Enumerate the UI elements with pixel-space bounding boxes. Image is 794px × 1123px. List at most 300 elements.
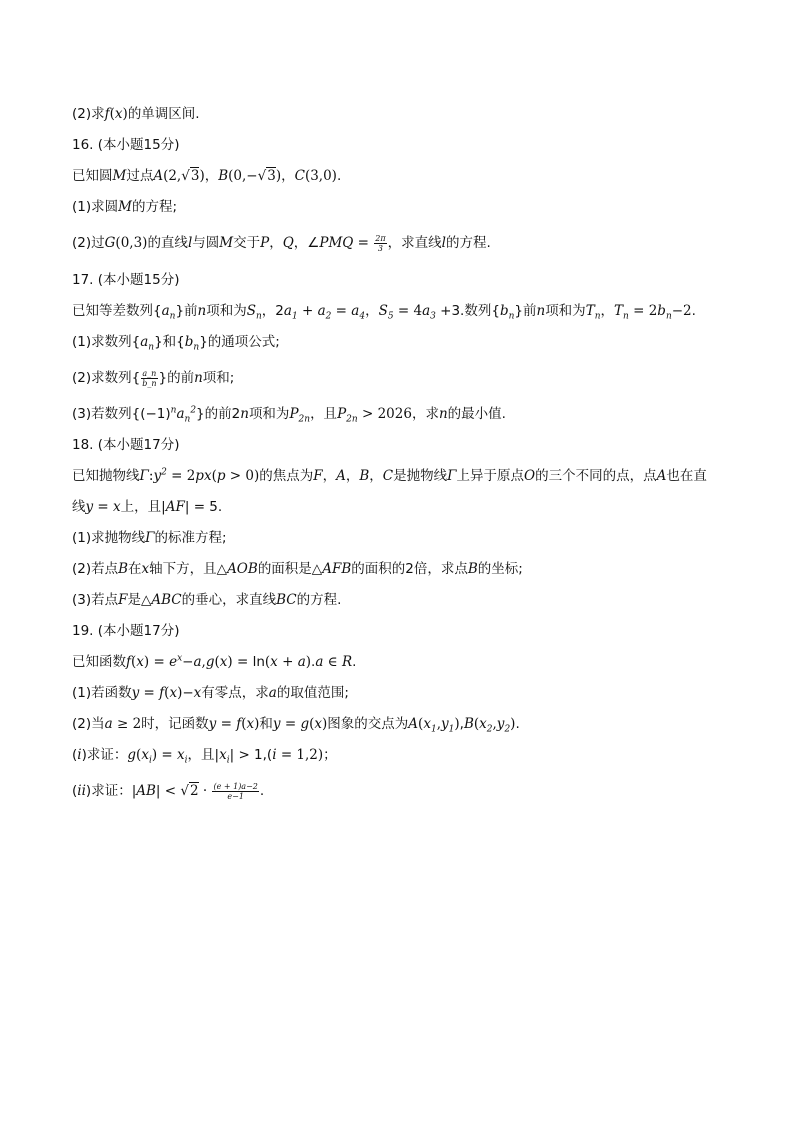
text-run: ，	[322, 468, 337, 484]
math-run: a	[268, 685, 277, 701]
math-run: )	[510, 716, 516, 732]
math-run: T	[614, 303, 624, 319]
math-run: AFB	[322, 561, 352, 577]
subscript: n	[508, 311, 515, 322]
math-run: C	[294, 168, 305, 184]
math-run: x	[177, 747, 185, 763]
square-root	[258, 167, 276, 184]
text-run: 也在直	[666, 468, 707, 484]
math-run: x	[423, 716, 431, 732]
text-run: 17. (本小题15分)	[72, 272, 180, 288]
text-line	[72, 270, 179, 290]
math-run: G	[104, 235, 116, 251]
text-run: 是△	[127, 592, 152, 608]
math-run: ,	[436, 716, 441, 732]
subscript: n	[184, 414, 191, 425]
math-run: l	[187, 235, 193, 251]
text-run: 16. (本小题15分)	[72, 137, 180, 153]
math-run: AOB	[227, 561, 258, 577]
math-run: ) =	[143, 654, 170, 670]
text-run: ，∠	[293, 235, 320, 251]
math-run: x	[141, 747, 149, 763]
text-run: ，且|	[187, 747, 220, 763]
math-run: M	[112, 168, 127, 184]
subscript: 1	[430, 724, 437, 735]
subscript: i	[184, 755, 188, 766]
math-run: px	[195, 468, 212, 484]
math-run: B	[359, 468, 370, 484]
text-line	[72, 781, 264, 801]
text-run: 过点	[126, 168, 154, 184]
math-run: b	[657, 303, 666, 319]
subscript: 1	[291, 311, 298, 322]
math-run: ABC	[151, 592, 182, 608]
math-run: R	[341, 654, 353, 670]
radicand: 3	[267, 168, 276, 184]
text-line	[72, 497, 222, 517]
math-run: M	[118, 199, 132, 215]
math-run: x	[136, 654, 144, 670]
math-run: (0,3)	[115, 235, 148, 251]
math-run: x	[270, 654, 278, 670]
math-run: a	[176, 406, 185, 422]
math-run: (	[136, 747, 142, 763]
text-line	[72, 466, 707, 486]
text-line	[72, 404, 506, 424]
subscript: n	[148, 342, 155, 353]
math-run: A	[408, 716, 419, 732]
math-run: n	[536, 303, 546, 319]
math-run: f	[236, 716, 242, 732]
math-run: S	[378, 303, 388, 319]
subscript: n	[169, 311, 176, 322]
text-run: (1)求圆	[72, 199, 119, 215]
text-run: 的单调区间.	[127, 106, 200, 122]
text-run: 有零点，求	[201, 685, 269, 701]
text-run: }和{	[154, 334, 185, 350]
text-line	[72, 368, 234, 388]
text-line	[72, 621, 179, 641]
text-run: ，求直线	[387, 235, 442, 251]
radicand: 3	[190, 168, 200, 184]
text-run: 18. (本小题17分)	[72, 437, 180, 453]
text-run: 的方程;	[131, 199, 178, 215]
subscript: 4	[359, 311, 366, 322]
math-run: )	[275, 168, 282, 184]
math-run: x	[219, 654, 228, 670]
text-run: 的取值范围;	[276, 685, 349, 701]
math-run: :	[148, 468, 154, 484]
fraction-denominator: e−1	[227, 791, 244, 801]
text-line	[72, 745, 337, 765]
square-root	[180, 782, 198, 799]
math-run: (	[214, 654, 220, 670]
math-run: = 1,2)	[276, 747, 324, 763]
math-run: (0,−	[228, 168, 258, 184]
math-run: a	[193, 654, 202, 670]
math-run: ii	[77, 783, 86, 799]
text-line	[72, 714, 520, 734]
subscript: 2n	[346, 414, 358, 425]
text-run: 交于	[233, 235, 261, 251]
text-run: .	[311, 654, 316, 670]
text-line	[72, 683, 349, 703]
text-run: 已知等差数列{	[72, 303, 162, 319]
math-run: (	[264, 654, 271, 670]
math-run: b	[499, 303, 509, 319]
math-run: a	[161, 303, 170, 319]
math-run: x	[314, 716, 323, 732]
text-run: 上异于原点	[456, 468, 525, 484]
text-run: 的面积是△	[257, 561, 323, 577]
math-run: ∈	[323, 654, 342, 670]
math-run: Γ	[447, 468, 457, 484]
math-run: F	[313, 468, 323, 484]
text-run: )求证：	[81, 747, 128, 763]
text-run: 是抛物线	[393, 468, 448, 484]
math-run: x	[246, 716, 255, 732]
math-run: (3,0)	[304, 168, 337, 184]
text-run: (1)若函数	[72, 685, 132, 701]
subscript: i	[148, 755, 152, 766]
text-run: 19. (本小题17分)	[72, 623, 180, 639]
fraction	[374, 234, 386, 253]
text-run: 和	[259, 716, 273, 732]
math-run: (2,	[163, 168, 182, 184]
math-run: b	[184, 334, 194, 350]
text-line	[72, 135, 179, 155]
math-run: y	[153, 468, 162, 484]
text-line	[72, 301, 696, 321]
text-line	[72, 590, 341, 610]
text-run: (1)求数列{	[72, 334, 141, 350]
math-run: B	[218, 168, 229, 184]
text-run: ，	[365, 303, 379, 319]
subscript: 2	[325, 311, 332, 322]
math-run: PMQ	[319, 235, 354, 251]
math-run: n	[240, 406, 249, 422]
text-line	[72, 197, 177, 217]
text-run: 已知函数	[72, 654, 126, 670]
math-run: Q	[282, 235, 294, 251]
radical-sign: √	[257, 168, 267, 184]
math-run: (	[211, 468, 217, 484]
subscript: n	[594, 311, 601, 322]
math-run: BC	[276, 592, 297, 608]
math-run: M	[219, 235, 234, 251]
text-run: 项和;	[202, 370, 235, 386]
math-run: F	[118, 592, 128, 608]
text-run: }的前2	[196, 406, 241, 422]
math-run: e	[169, 654, 178, 670]
math-run: )	[254, 716, 260, 732]
subscript: 2	[486, 724, 493, 735]
text-run: ；	[323, 747, 337, 763]
fraction-denominator: b_n	[142, 378, 157, 388]
math-run: B	[463, 716, 474, 732]
text-run: 已知圆	[72, 168, 113, 184]
math-run: ) =	[227, 654, 253, 670]
math-run: (	[473, 716, 480, 732]
math-run: g	[127, 747, 137, 763]
math-run: AF	[165, 499, 185, 515]
math-run: y	[496, 716, 505, 732]
radicand: 2	[189, 783, 199, 799]
math-run: a	[317, 303, 326, 319]
math-run: x	[479, 716, 487, 732]
fraction-numerator: a_n	[142, 368, 157, 378]
text-run: ，	[269, 235, 283, 251]
math-run: =	[93, 499, 114, 515]
text-run: .	[691, 303, 696, 319]
radical-sign: √	[181, 168, 190, 184]
text-line	[72, 332, 280, 352]
math-run: = 2	[628, 303, 658, 319]
math-run: a	[104, 716, 113, 732]
text-run: )求证：|	[85, 783, 137, 799]
text-run: 与圆	[192, 235, 220, 251]
text-run: (2)求数列{	[72, 370, 141, 386]
math-run: ) =	[151, 747, 178, 763]
math-run: B	[467, 561, 478, 577]
math-run: n	[194, 370, 203, 386]
math-run: )	[322, 716, 328, 732]
math-run: +	[297, 303, 318, 319]
text-run: ，2	[261, 303, 284, 319]
text-line	[72, 559, 523, 579]
math-run: (	[131, 654, 137, 670]
text-line	[72, 233, 491, 253]
text-run: 图象的交点为	[327, 716, 409, 732]
math-run: ,	[492, 716, 497, 732]
subscript: n	[665, 311, 672, 322]
subscript: n	[256, 311, 262, 322]
math-run: f	[104, 106, 110, 122]
math-run: P	[260, 235, 270, 251]
text-run: 的三个不同的点，点	[535, 468, 657, 484]
math-run: )−	[177, 685, 194, 701]
text-run: (2)若点	[72, 561, 119, 577]
math-run: S	[246, 303, 256, 319]
text-run: .	[352, 654, 357, 670]
math-run: f	[126, 654, 131, 670]
math-run: x	[113, 499, 121, 515]
text-run: ,	[459, 716, 464, 732]
math-run: p	[216, 468, 226, 484]
text-run: (1)求抛物线	[72, 530, 146, 546]
math-run: n	[438, 406, 448, 422]
math-run: =	[331, 303, 352, 319]
text-line	[72, 166, 341, 186]
fraction-numerator: 2π	[375, 233, 386, 243]
text-run: 的焦点为	[259, 468, 314, 484]
text-run: 的方程.	[445, 235, 491, 251]
text-run: .	[259, 783, 265, 799]
math-run: (	[418, 716, 424, 732]
math-run: x	[193, 685, 202, 701]
text-run: ，求	[411, 406, 439, 422]
math-run: =	[139, 685, 160, 701]
math-run: x	[141, 561, 150, 577]
math-run: g	[205, 654, 215, 670]
text-run: ，	[204, 168, 219, 184]
math-run: y	[85, 499, 94, 515]
fraction-numerator: (e + 1)a−2	[213, 781, 258, 791]
text-run: .	[336, 168, 342, 184]
text-run: 的方程.	[296, 592, 342, 608]
radical-sign: √	[180, 783, 189, 799]
math-run: P	[289, 406, 299, 422]
text-run: }前	[514, 303, 537, 319]
text-run: }的前	[158, 370, 195, 386]
math-run: (	[241, 716, 247, 732]
math-run: A	[336, 468, 346, 484]
text-run: (2)当	[72, 716, 105, 732]
text-run: ，	[600, 303, 614, 319]
math-run: =	[280, 716, 301, 732]
math-run: a	[351, 303, 360, 319]
text-run: ，	[345, 468, 360, 484]
math-run: g	[300, 716, 310, 732]
math-run: = 2	[166, 468, 196, 484]
text-line	[72, 104, 200, 124]
subscript: i	[226, 755, 230, 766]
math-run: )	[454, 716, 460, 732]
text-run: 轴下方，且△	[149, 561, 228, 577]
math-run: (	[164, 685, 170, 701]
superscript: x	[177, 653, 183, 664]
text-run: (2)求	[72, 106, 105, 122]
text-run: 已知抛物线	[72, 468, 140, 484]
math-run: =	[216, 716, 237, 732]
math-run: )	[199, 168, 205, 184]
math-run: a	[140, 334, 149, 350]
math-run: )	[305, 654, 312, 670]
math-run: x	[169, 685, 178, 701]
math-run: (	[109, 106, 115, 122]
math-run: > 2026	[357, 406, 412, 422]
math-run: i	[272, 747, 277, 763]
text-run: ln	[252, 654, 265, 670]
text-run: +3.数列{	[435, 303, 500, 319]
text-run: .	[515, 716, 520, 732]
text-run: ，且	[310, 406, 338, 422]
text-run: 在	[128, 561, 142, 577]
math-run: Γ	[139, 468, 149, 484]
text-run: }的通项公式;	[199, 334, 280, 350]
math-run: y	[131, 685, 140, 701]
text-run: | = 5.	[184, 499, 223, 515]
math-run: a	[283, 303, 292, 319]
text-run: 线	[72, 499, 86, 515]
superscript: 2	[161, 467, 167, 478]
subscript: 2	[504, 724, 511, 735]
superscript: n	[170, 405, 177, 416]
subscript: 5	[387, 311, 394, 322]
square-root	[181, 167, 199, 184]
subscript: 1	[448, 724, 455, 735]
text-run: 上，且|	[120, 499, 166, 515]
math-run: ≥ 2	[112, 716, 142, 732]
text-run: 项和为	[545, 303, 586, 319]
subscript: 3	[430, 311, 436, 322]
math-run: n	[197, 303, 207, 319]
text-run: (3)若数列{(−1)	[72, 406, 171, 422]
math-run: )	[122, 106, 128, 122]
math-run: =	[353, 235, 374, 251]
text-run: 的面积的2倍，求点	[351, 561, 468, 577]
math-run: y	[440, 716, 449, 732]
text-run: 的垂心，求直线	[181, 592, 277, 608]
math-run: x	[219, 747, 227, 763]
superscript: 2	[190, 405, 197, 416]
math-run: ,	[201, 654, 206, 670]
math-run: −2	[671, 303, 692, 319]
math-run: Γ	[145, 530, 155, 546]
fraction-denominator: 3	[377, 243, 383, 253]
math-run: f	[159, 685, 165, 701]
subscript: n	[193, 342, 200, 353]
math-run: > 0)	[225, 468, 260, 484]
text-line	[72, 435, 179, 455]
math-run: = 4	[393, 303, 423, 319]
math-run: a	[422, 303, 431, 319]
text-run: 的直线	[147, 235, 188, 251]
math-run: A	[656, 468, 667, 484]
math-run: ·	[198, 783, 212, 799]
math-run: P	[337, 406, 347, 422]
text-run: ，	[369, 468, 383, 484]
fraction	[212, 782, 258, 801]
text-run: (	[72, 783, 78, 799]
text-run: 的坐标;	[477, 561, 523, 577]
math-run: y	[208, 716, 217, 732]
text-run: | <	[155, 783, 181, 799]
text-run: }前	[175, 303, 198, 319]
math-run: C	[382, 468, 394, 484]
math-run: B	[118, 561, 129, 577]
math-run: A	[153, 168, 164, 184]
math-run: O	[524, 468, 536, 484]
math-run: −	[182, 654, 194, 670]
math-run: l	[441, 235, 446, 251]
text-run: | > 1,(	[229, 747, 273, 763]
text-run: 的最小值.	[447, 406, 506, 422]
subscript: n	[623, 311, 629, 322]
math-run: a	[297, 654, 306, 670]
text-run: ，	[281, 168, 295, 184]
math-run: (	[309, 716, 315, 732]
fraction	[141, 369, 157, 388]
text-line	[72, 528, 227, 548]
text-run: (	[72, 747, 78, 763]
text-run: 项和为	[248, 406, 290, 422]
math-run: x	[114, 106, 123, 122]
text-run: (3)若点	[72, 592, 119, 608]
subscript: 2n	[298, 414, 311, 425]
text-line	[72, 652, 356, 672]
text-run: 的标准方程;	[154, 530, 227, 546]
text-run: 项和为	[206, 303, 247, 319]
math-run: i	[77, 747, 82, 763]
text-run: (2)过	[72, 235, 105, 251]
text-run: 时，记函数	[141, 716, 209, 732]
math-run: y	[272, 716, 281, 732]
math-run: +	[277, 654, 298, 670]
math-run: a	[315, 654, 324, 670]
math-run: T	[585, 303, 595, 319]
math-run: AB	[136, 783, 156, 799]
